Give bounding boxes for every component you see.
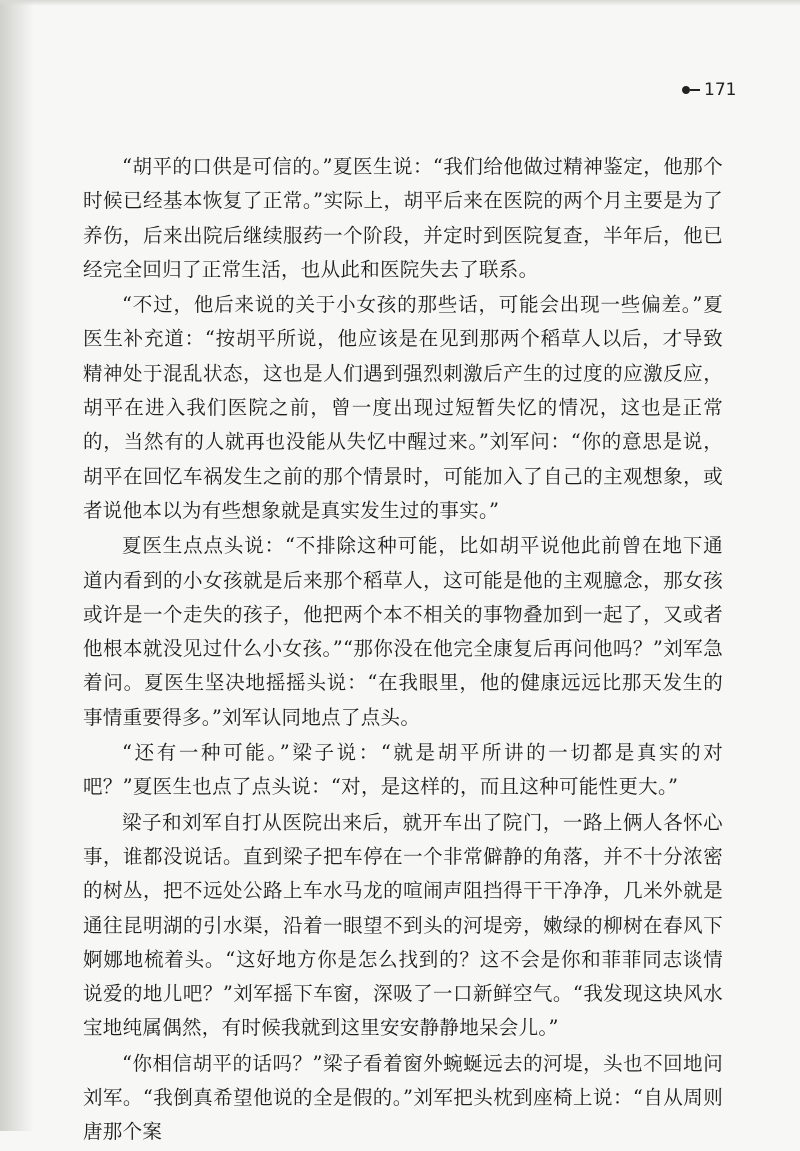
- page-spine-shadow: [0, 0, 34, 1131]
- page-number: 171: [704, 80, 737, 100]
- paragraph: “还有一种可能。”梁子说：“就是胡平所讲的一切都是真实的对吧？”夏医生也点了点头说：“对，是这样的，而且这种可能性更大。”: [83, 741, 723, 799]
- page-number-group: [682, 80, 736, 100]
- page-top-edge: [0, 0, 800, 6]
- paragraph: “不过，他后来说的关于小女孩的那些话，可能会出现一些偏差。”夏医生补充道：“按胡平所说，他应该是在见到那两个稻草人以后，才导致精神处于混乱状态，这也是人们遇到强烈刺激后产生的过度的应激反应，胡平在进入我们医院之前，曾一度出现过短暂失忆的情况，这也是正常的，当然有的人就再也没能从失忆中醒过来。”刘军问：“你的意思是说，胡平在回忆车祸发生之前的那个情景时，可能加入了自己的主观想象，或者说他本以为有些想象就是真实发生过的事实。”: [83, 293, 723, 522]
- paragraph: “胡平的口供是可信的。”夏医生说：“我们给他做过精神鉴定，他那个时候已经基本恢复了正常。”实际上，胡平后来在医院的两个月主要是为了养伤，后来出院后继续服药一个阶段，并定时到医院复查，半年后，他已经完全回归了正常生活，也从此和医院失去了联系。: [83, 155, 723, 281]
- paragraph: 梁子和刘军自打从医院出来后，就开车出了院门，一路上俩人各怀心事，谁都没说话。直到梁子把车停在一个非常僻静的角落，并不十分浓密的树丛，把不远处公路上车水马龙的喧闹声阻挡得干干净净，几米外就是通往昆明湖的引水渠，沿着一眼望不到头的河堤旁，嫩绿的柳树在春风下婀娜地梳着头。“这好地方你是怎么找到的？这不会是你和菲菲同志谈情说爱的地儿吧？”刘军摇下车窗，深吸了一口新鲜空气。“我发现这块风水宝地纯属偶然，有时候我就到这里安安静静地呆会儿。”: [83, 810, 723, 1040]
- bullet-dot-icon: [682, 86, 690, 94]
- paragraph: “你相信胡平的话吗？”梁子看着窗外蜿蜒远去的河堤，头也不回地问刘军。“我倒真希望他说的全是假的。”刘军把头枕到座椅上说：“自从周则唐那个案: [83, 1051, 723, 1144]
- running-head: [540, 80, 675, 102]
- paragraph: 夏医生点点头说：“不排除这种可能，比如胡平说他此前曾在地下通道内看到的小女孩就是后来那个稻草人，这可能是他的主观臆念，那女孩或许是一个走失的孩子，他把两个本不相关的事物叠加到一起了，又或者他根本就没见过什么小女孩。”“那你没在他完全康复后再问他吗？”刘军急着问。夏医生坚决地摇摇头说：“在我眼里，他的健康远远比那天发生的事情重要得多。”刘军认同地点了点头。: [83, 534, 723, 729]
- body-text: [83, 150, 723, 1151]
- dash-mark-icon: [690, 89, 700, 91]
